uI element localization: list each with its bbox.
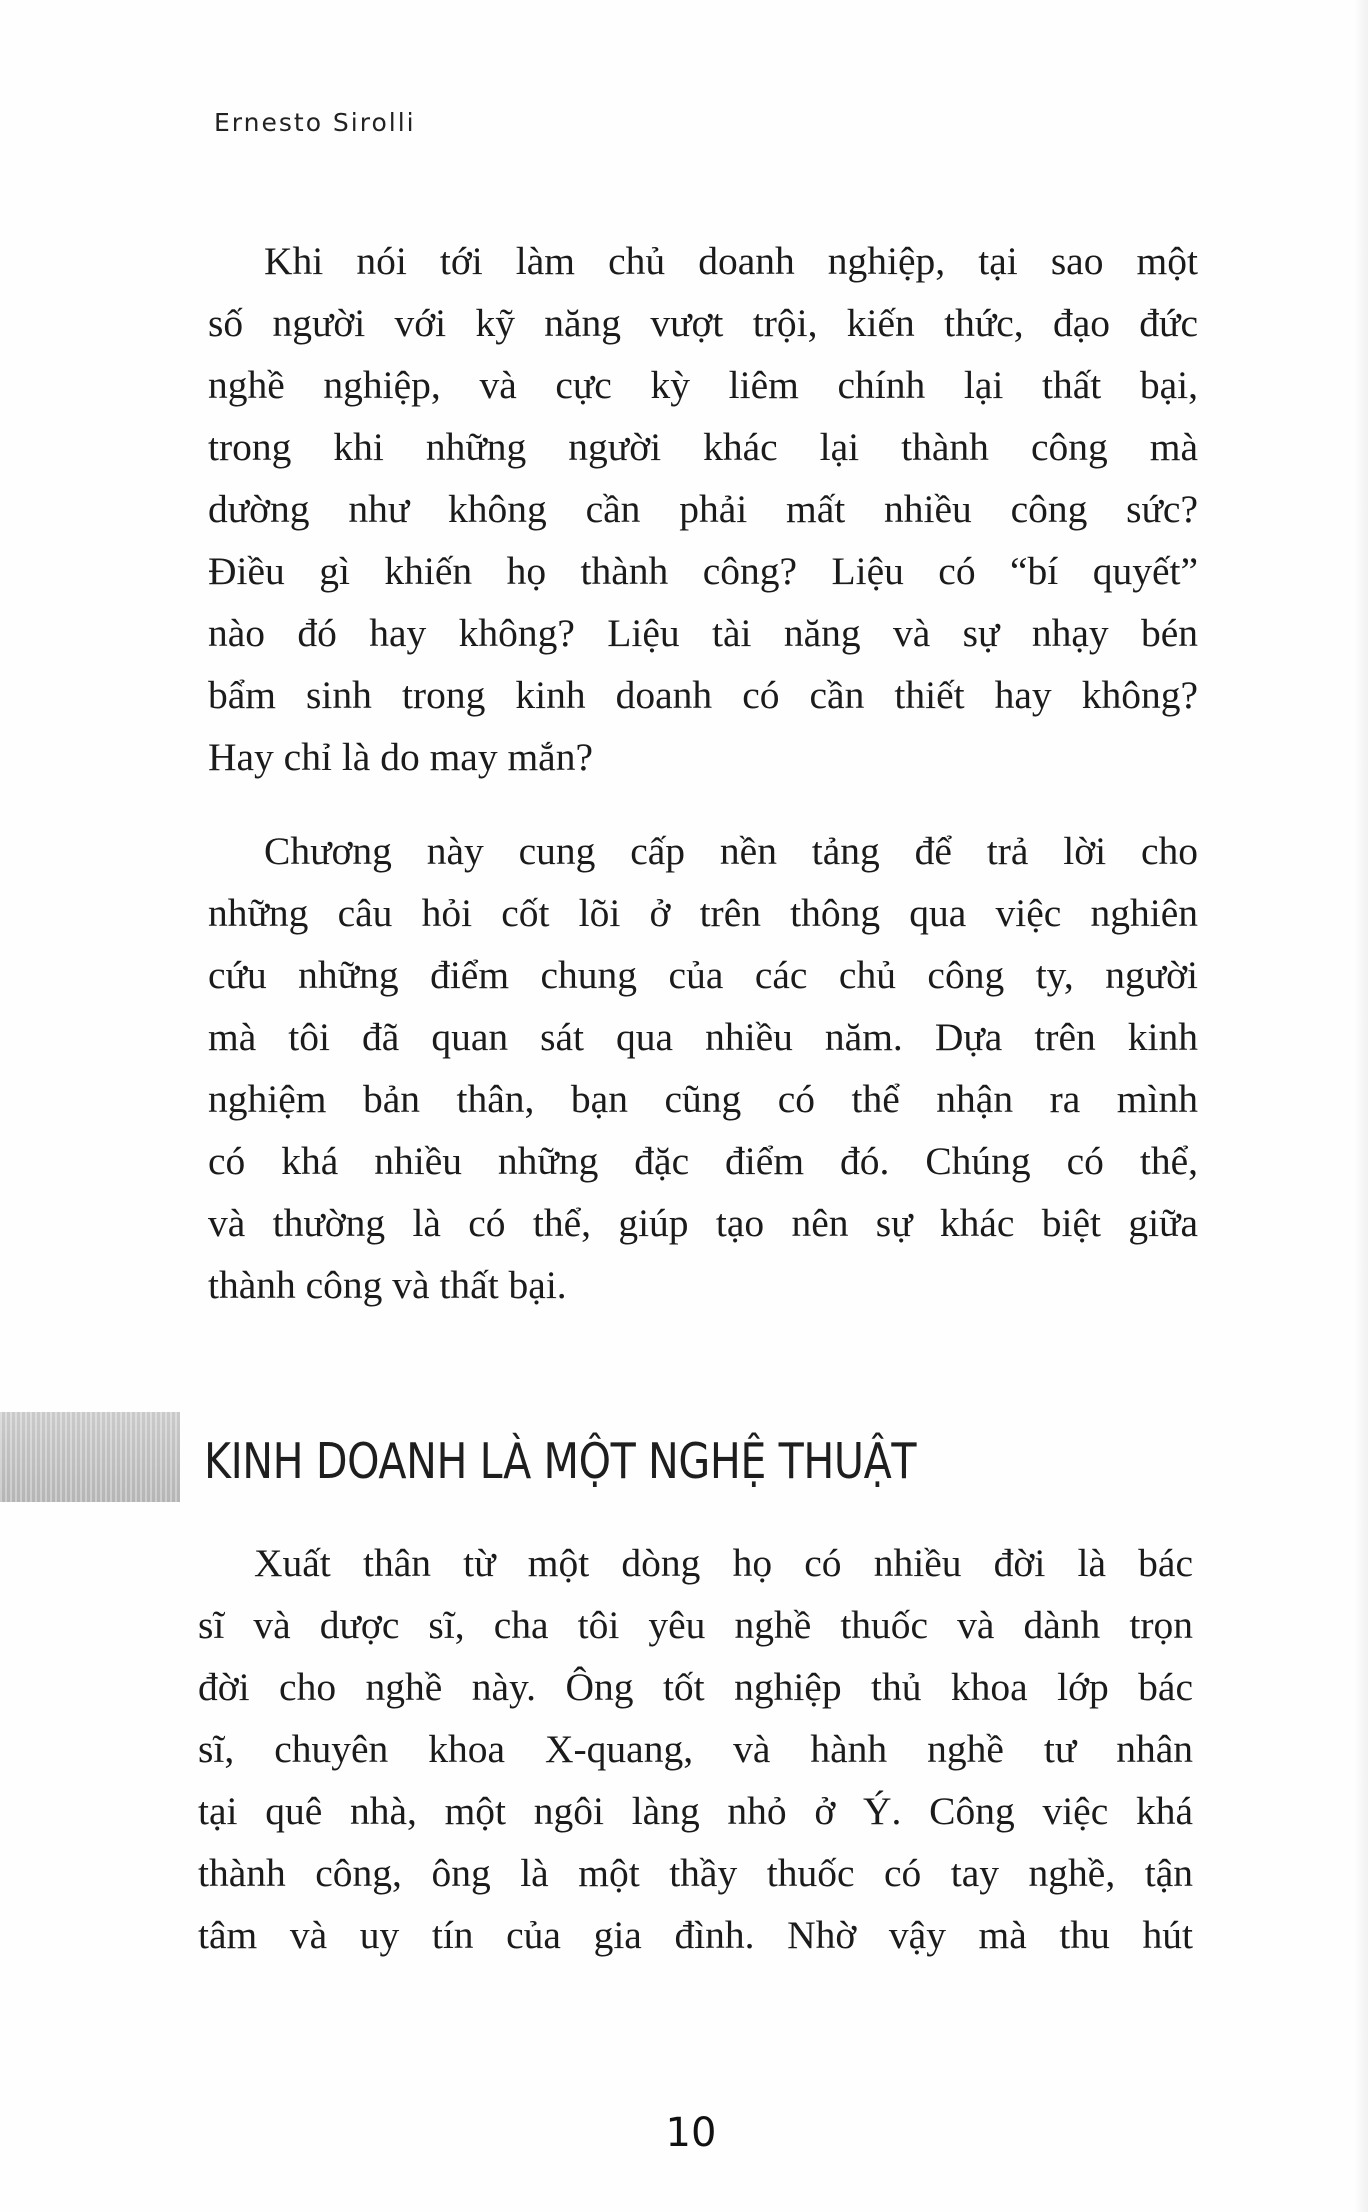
paragraph-line: trong khi những người khác lại thành công mà	[208, 425, 1198, 469]
paragraph-line: sĩ, chuyên khoa X-quang, và hành nghề tư nhân	[198, 1727, 1193, 1771]
paragraph-line: tại quê nhà, một ngôi làng nhỏ ở Ý. Công việc khá	[198, 1789, 1193, 1833]
paragraph-line: Hay chỉ là do may mắn?	[208, 735, 593, 779]
paragraph-line: nghiệm bản thân, bạn cũng có thể nhận ra mình	[208, 1077, 1198, 1121]
paragraph-line: số người với kỹ năng vượt trội, kiến thức, đạo đức	[208, 301, 1198, 345]
paragraph-line: thành công, ông là một thầy thuốc có tay nghề, tận	[198, 1851, 1193, 1895]
section-heading: KINH DOANH LÀ MỘT NGHỆ THUẬT	[204, 1433, 917, 1490]
paragraph-line: bẩm sinh trong kinh doanh có cần thiết hay không?	[208, 673, 1198, 717]
paragraph-line: có khá nhiều những đặc điểm đó. Chúng có thể,	[208, 1139, 1198, 1183]
paragraph-line: cứu những điểm chung của các chủ công ty, người	[208, 953, 1198, 997]
paragraph-1	[208, 230, 1198, 788]
paragraph-2	[208, 820, 1198, 1316]
paragraph-line: Chương này cung cấp nền tảng để trả lời cho	[264, 829, 1198, 873]
paragraph-line: những câu hỏi cốt lõi ở trên thông qua việc nghiên	[208, 891, 1198, 935]
paragraph-line: Xuất thân từ một dòng họ có nhiều đời là bác	[254, 1541, 1193, 1585]
paragraph-line: nào đó hay không? Liệu tài năng và sự nhạy bén	[208, 611, 1198, 655]
running-header-author: Ernesto Sirolli	[214, 108, 416, 137]
paragraph-3	[198, 1532, 1193, 1966]
page-edge-shadow	[1354, 0, 1368, 2212]
paragraph-line: dường như không cần phải mất nhiều công sức?	[208, 487, 1198, 531]
paragraph-line: Khi nói tới làm chủ doanh nghiệp, tại sao một	[264, 239, 1198, 283]
paragraph-line: Điều gì khiến họ thành công? Liệu có “bí quyết”	[208, 549, 1198, 593]
paragraph-line: tâm và uy tín của gia đình. Nhờ vậy mà thu hút	[198, 1913, 1193, 1957]
paragraph-line: nghề nghiệp, và cực kỳ liêm chính lại thất bại,	[208, 363, 1198, 407]
section-marker-bar	[0, 1412, 180, 1502]
paragraph-line: sĩ và dược sĩ, cha tôi yêu nghề thuốc và dành trọn	[198, 1603, 1193, 1647]
paragraph-line: và thường là có thể, giúp tạo nên sự khác biệt giữa	[208, 1201, 1198, 1245]
paragraph-line: mà tôi đã quan sát qua nhiều năm. Dựa trên kinh	[208, 1015, 1198, 1059]
paragraph-line: đời cho nghề này. Ông tốt nghiệp thủ khoa lớp bác	[198, 1665, 1193, 1709]
page-number: 10	[665, 2110, 717, 2156]
paragraph-line: thành công và thất bại.	[208, 1263, 567, 1307]
